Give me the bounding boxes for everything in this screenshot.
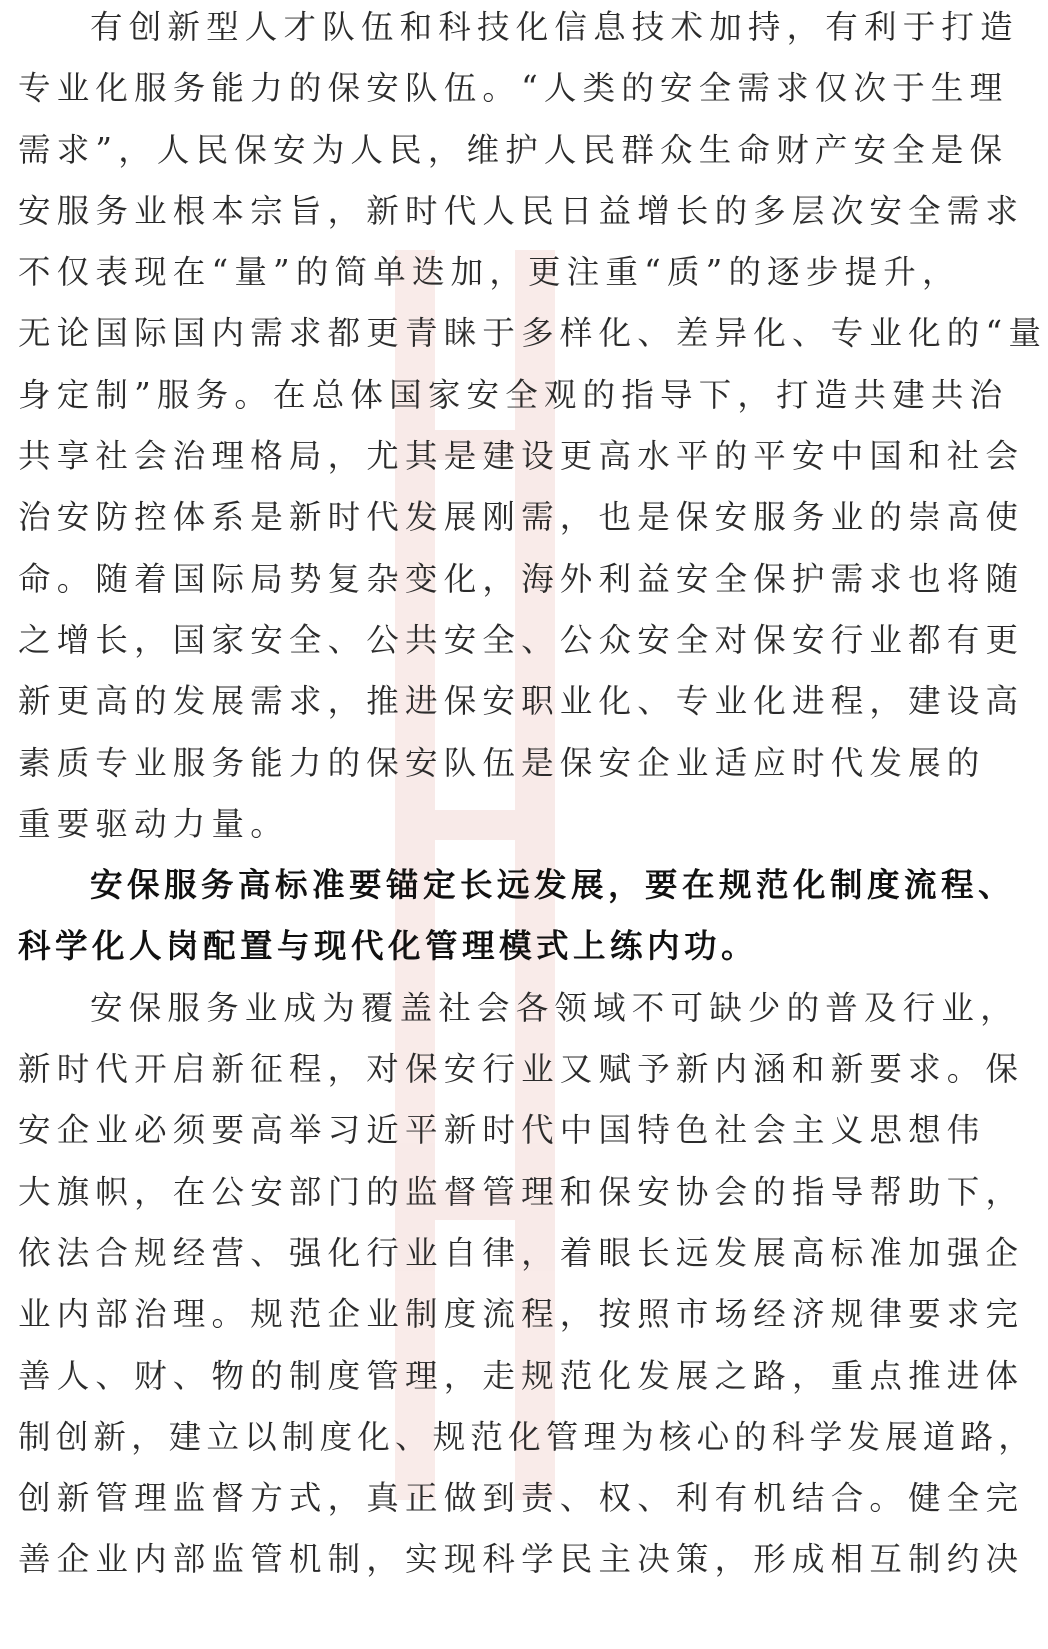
heading-line: 安保服务高标准要锚定长远发展，要在规范化制度流程、 [90,865,1016,905]
text-line: 需求”，人民保安为人民，维护人民群众生命财产安全是保 [18,130,1009,169]
heading-line: 科学化人岗配置与现代化管理模式上练内功。 [18,926,759,966]
text-line: 有创新型人才队伍和科技化信息技术加持，有利于打造 [90,8,1019,46]
text-line: 之增长，国家安全、公共安全、公众安全对保安行业都有更 [18,620,1025,659]
text-line: 安服务业根本宗旨，新时代人民日益增长的多层次安全需求 [18,191,1025,230]
text-line: 善人、财、物的制度管理，走规范化发展之路，重点推进体 [18,1356,1025,1395]
text-line: 制创新，建立以制度化、规范化管理为核心的科学发展道路， [18,1417,1036,1456]
text-line: 共享社会治理格局，尤其是建设更高水平的平安中国和社会 [18,437,1025,476]
paragraph-1 [18,0,1048,858]
article-body [18,0,1048,1594]
text-line: 治安防控体系是新时代发展刚需，也是保安服务业的崇高使 [18,498,1025,537]
text-line: 善企业内部监管机制，实现科学民主决策，形成相互制约决 [18,1540,1025,1579]
section-heading [18,858,1016,981]
text-line: 创新管理监督方式，真正做到责、权、利有机结合。健全完 [18,1479,1025,1518]
text-line: 不仅表现在“量”的简单迭加，更注重“质”的逐步提升， [18,253,961,292]
text-line: 重要驱动力量。 [18,804,289,843]
text-line: 大旗帜，在公安部门的监督管理和保安协会的指导帮助下， [18,1172,1025,1211]
text-line: 身定制”服务。在总体国家安全观的指导下，打造共建共治 [18,375,1009,414]
text-line: 专业化服务能力的保安队伍。“人类的安全需求仅次于生理 [18,69,1009,108]
text-line: 新更高的发展需求，推进保安职业化、专业化进程，建设高 [18,682,1025,721]
text-line: 新时代开启新征程，对保安行业又赋予新内涵和新要求。保 [18,1050,1025,1089]
text-line: 命。随着国际局势复杂变化，海外利益安全保护需求也将随 [18,559,1025,598]
text-line: 安保服务业成为覆盖社会各领域不可缺少的普及行业， [90,988,1019,1027]
text-line: 依法合规经营、强化行业自律，着眼长远发展高标准加强企 [18,1233,1025,1272]
text-line: 无论国际国内需求都更青睐于多样化、差异化、专业化的“量 [18,314,1048,353]
text-line: 素质专业服务能力的保安队伍是保安企业适应时代发展的 [18,743,986,782]
paragraph-2 [18,981,1036,1594]
text-line: 业内部治理。规范企业制度流程，按照市场经济规律要求完 [18,1295,1025,1334]
text-line: 安企业必须要高举习近平新时代中国特色社会主义思想伟 [18,1111,986,1150]
